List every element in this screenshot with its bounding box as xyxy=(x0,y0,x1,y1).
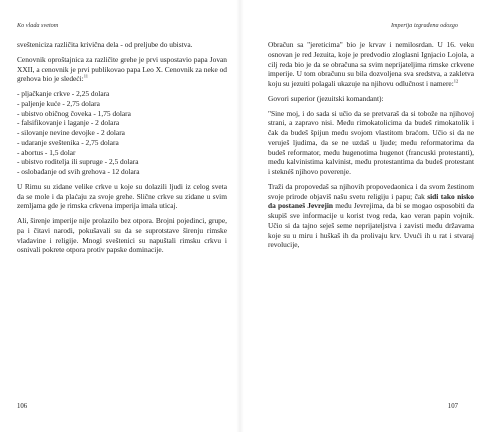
right-paragraph-2: Govori superior (jezuitski komandant): xyxy=(268,93,384,103)
book-gutter xyxy=(236,0,244,432)
right-paragraph-1 xyxy=(268,40,474,89)
right-page xyxy=(244,0,480,432)
footnote-ref-11: 11 xyxy=(83,73,89,79)
right-running-header: Imperija izgrađena odozgo xyxy=(390,22,458,29)
left-paragraph-3: U Rimu su zidane velike crkve u koje su dolazili ljudi iz celog sveta da se mole i da plaćaju za svoje grehe. Slične crkve su zidane u svim zemljama gde je rimska crkvena imperija imala uticaj. xyxy=(17,181,227,211)
list-item: - udaranje sveštenika - 2,75 dolara xyxy=(17,137,119,147)
right-paragraph-4-bold: sidi tako nisko da postaneš Jevrejin xyxy=(268,191,474,211)
right-page-body xyxy=(268,40,474,255)
footnote-ref-12: 12 xyxy=(453,78,459,84)
list-item: - ubistvo roditelja ili supruge - 2,5 dolara xyxy=(17,157,139,167)
left-page-body xyxy=(17,40,227,260)
list-item: - abortus - 1,5 dolar xyxy=(17,147,76,157)
list-item: - falsifikovanje i laganje - 2 dolara xyxy=(17,118,120,128)
list-item: - paljenje kuće - 2,75 dolara xyxy=(17,98,100,108)
left-paragraph-2 xyxy=(17,55,227,84)
list-item: - pljačkanje crkve - 2,25 dolara xyxy=(17,89,110,98)
price-list xyxy=(17,89,227,177)
right-paragraph-1-text: Obračun sa "jereticima" bio je krvav i nemilosrdan. U 16. veku osnovan je red Jezuita, koje je predvodio zloglasni Ignjacio Lojola, a cilj reda bio je da se obračuna sa svim neprijateljima rimske crkvene imperije. U tom obračunu su bila dozvoljena sva sredstva, a zakletva koju su jezuiti polagali ukazuje na njihovu odlučnost i namere: xyxy=(268,40,474,88)
left-page-number: 106 xyxy=(17,403,28,410)
right-paragraph-4-end: među Jevrejima, da bi se mogao osposobiti da skupiš sve informacije u korist tvog reda, kao veran papin vojnik. Učio si da tajno seješ seme neprijateljstva i zavisti među državama koje su u miru i huškaš ih da prolivaju krv. Uvući ih u rat i stvaraj revolucije, xyxy=(268,201,474,250)
right-paragraph-3: "Sine moj, i do sada si učio da se pretvaraš da si tobože na njihovoj strani, a zapravo nisi. Među rimokatolicima da budeš rimokatolik i čak da budeš špijun među svojom vlastitom braćom. Učio si da ne veruješ ljudima, da se ne uzdaš u ljude; među reformatorima da budeš reformator, među hugenotima hugenot (francuski protestanti), među kalvinistima kalvinist, među protestantima da budeš protestant i steknéš njihovo poverenje. xyxy=(268,108,474,176)
list-item: - silovanje nevine devojke - 2 dolara xyxy=(17,128,125,137)
right-paragraph-4 xyxy=(268,182,474,250)
left-running-header: Ko vlada svetom xyxy=(17,22,59,29)
right-paragraph-4-start: Traži da propovedaš sa njihovih propovedaonica i da svom žestinom svoje prirode objaviš našu svetu religiju i papu; čak xyxy=(268,181,474,201)
right-page-number: 107 xyxy=(447,403,458,410)
left-paragraph-2-text: Cenovnik oproštajnica za različite grehe je prvi uspostavio papa Jovan XXII, a cenovnik je prvi publikovao papa Leo X. Cenovnik za neke od grehova bio je sledeći: xyxy=(17,54,227,84)
left-paragraph-1: svešteniciza različita krivična dela - od preljube do ubistva. xyxy=(17,40,193,49)
left-page xyxy=(0,0,236,432)
left-paragraph-4: Ali, širenje imperije nije prolazilo bez otpora. Brojni pojedinci, grupe, pa i čitavi narodi, pokušavali su da se suprotstave širenju rimske vladavine i religije. Mnogi sveštenici su napuštali rimsku crkvu i osnivali pokrete otpora protiv papske dominacije. xyxy=(17,216,227,255)
list-item: - oslobađanje od svih grehova - 12 dolara xyxy=(17,167,140,176)
list-item: - ubistvo običnog čoveka - 1,75 dolara xyxy=(17,108,131,118)
